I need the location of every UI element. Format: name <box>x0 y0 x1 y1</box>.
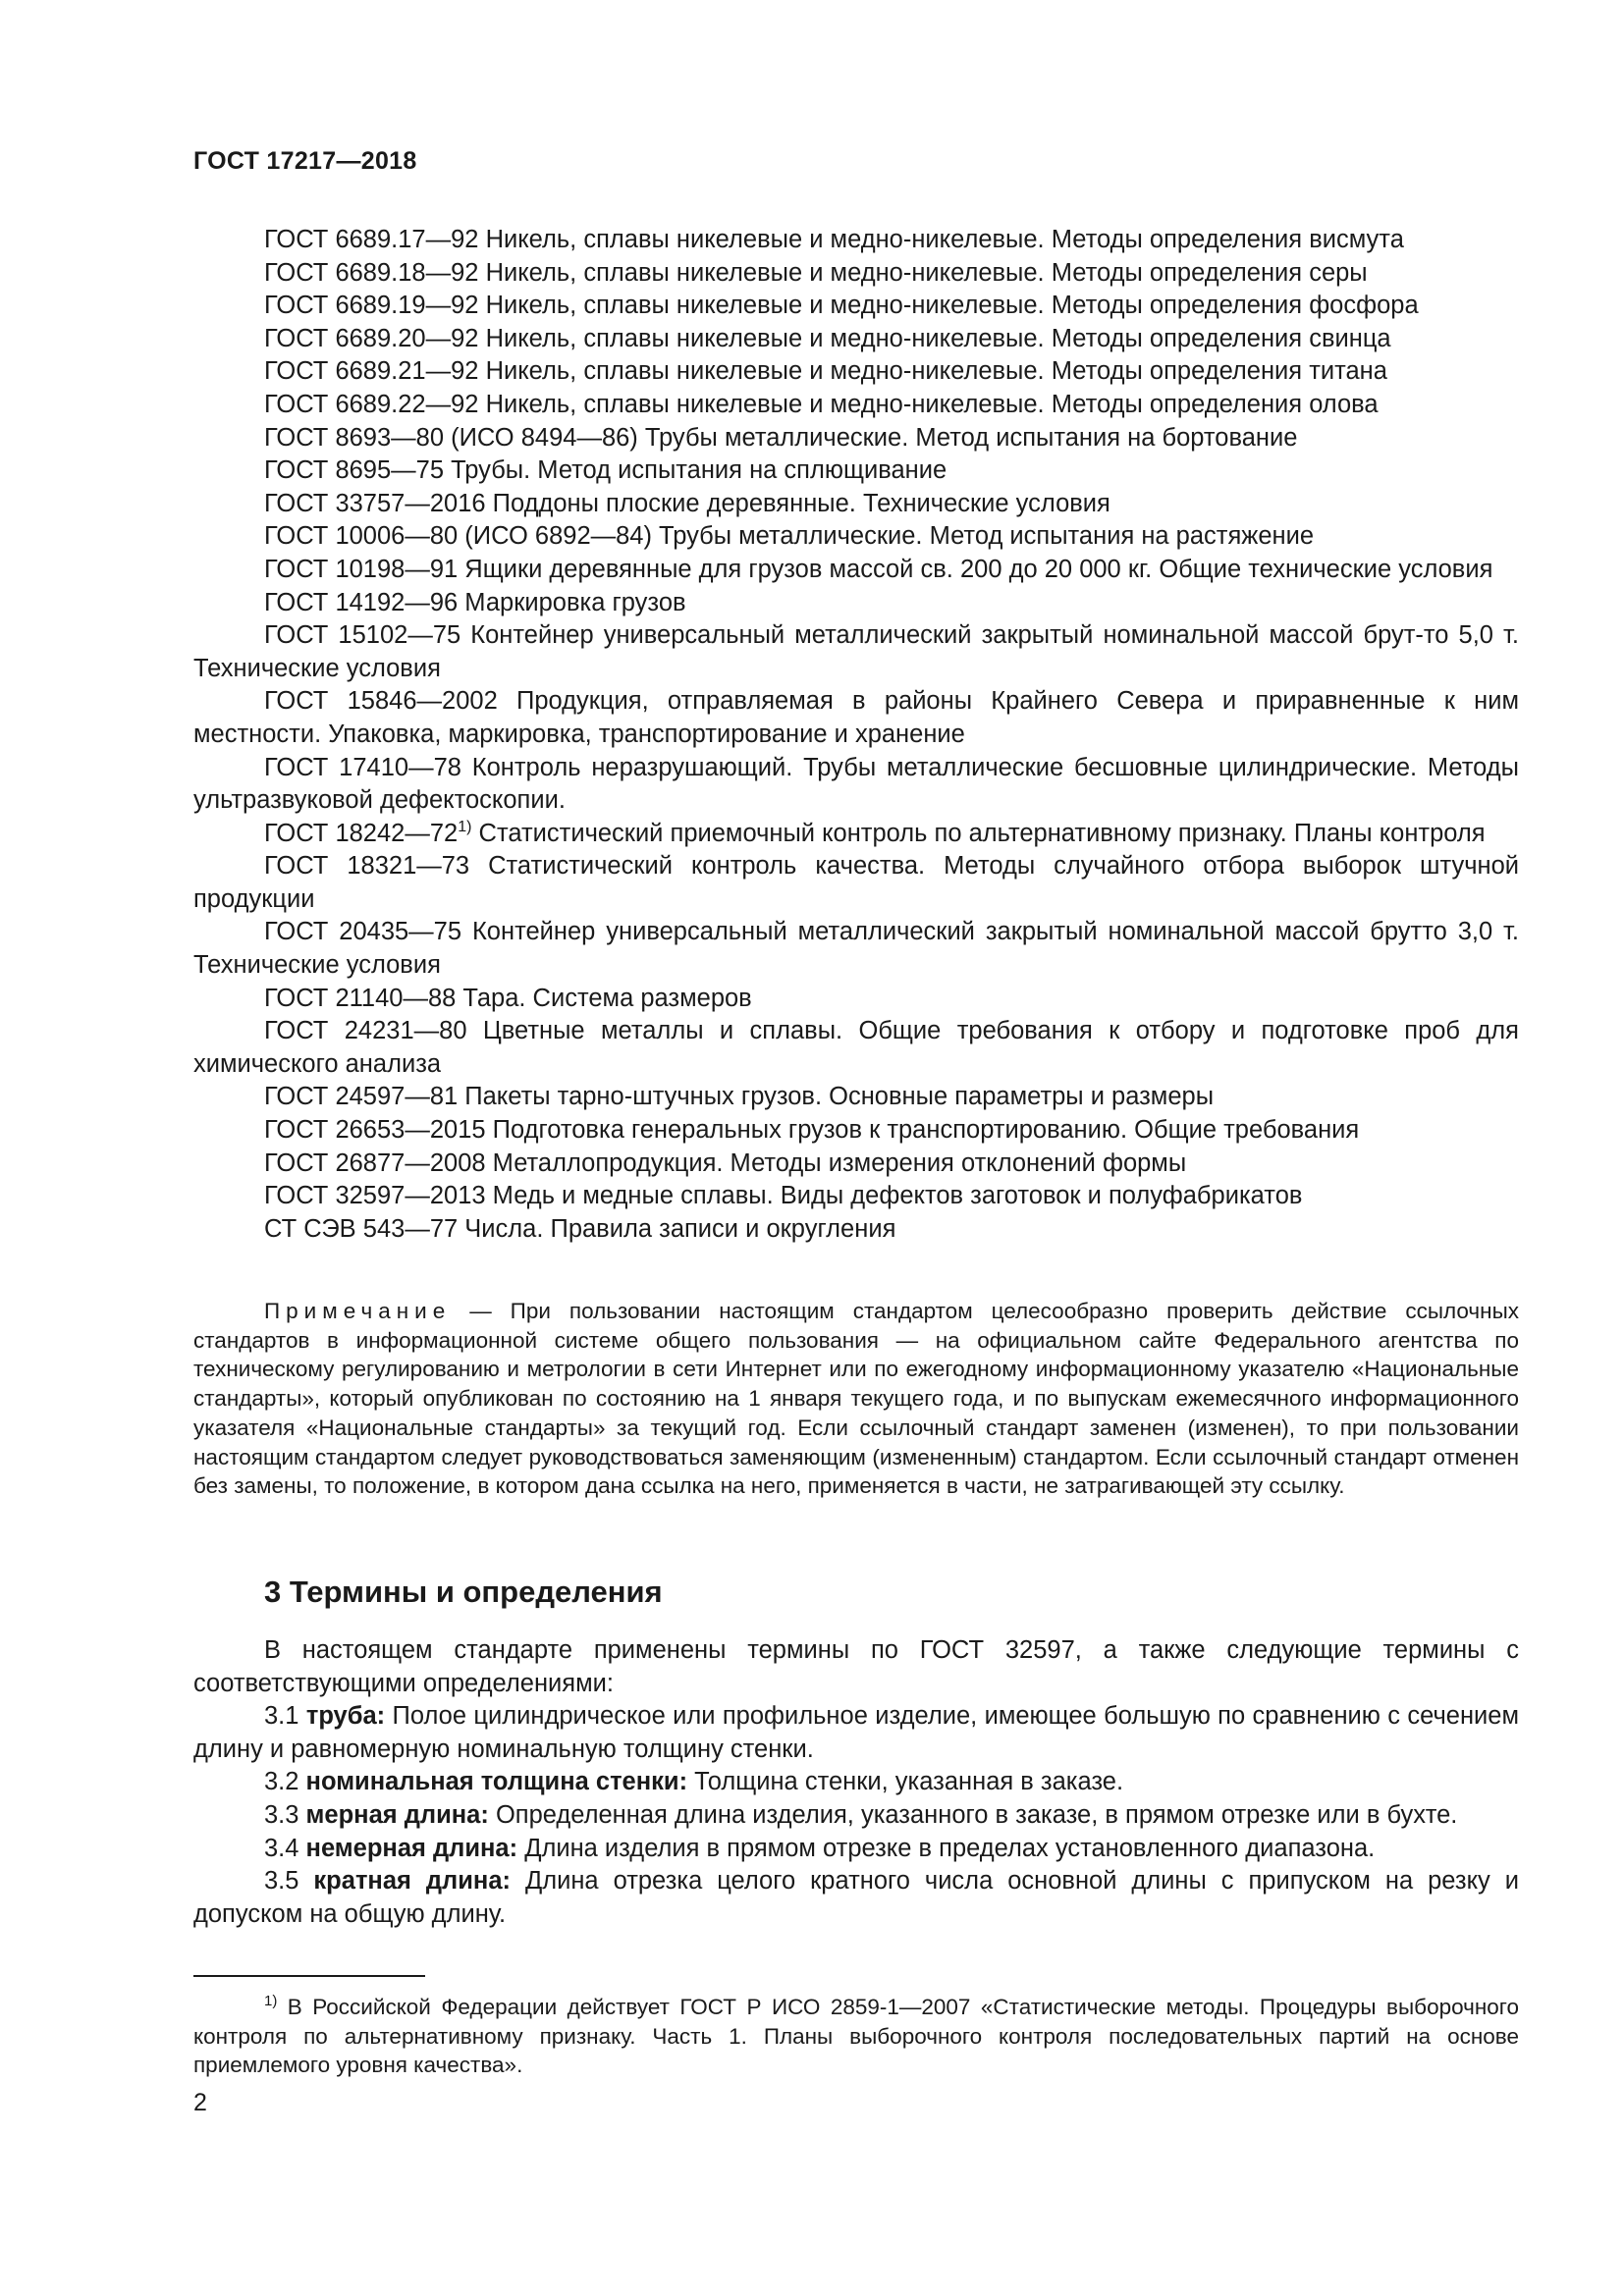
reference-item: ГОСТ 6689.22—92 Никель, сплавы никелевые и медно-никелевые. Методы определения олова <box>264 390 1379 418</box>
document-header: ГОСТ 17217—2018 <box>193 147 417 175</box>
reference-prefix: ГОСТ 18242—72 <box>264 819 459 847</box>
reference-item: ГОСТ 33757—2016 Поддоны плоские деревянные. Технические условия <box>264 489 1110 517</box>
note-paragraph <box>193 1297 1519 1501</box>
term-number: 3.1 <box>264 1702 306 1731</box>
reference-item: ГОСТ 10006—80 (ИСО 6892—84) Трубы металлические. Метод испытания на растяжение <box>264 522 1315 551</box>
reference-item: ГОСТ 21140—88 Тара. Система размеров <box>264 984 752 1012</box>
reference-item: ГОСТ 24597—81 Пакеты тарно-штучных грузов. Основные параметры и размеры <box>264 1083 1215 1111</box>
term-number: 3.4 <box>264 1834 306 1862</box>
reference-item: ГОСТ 18321—73 Статистический контроль качества. Методы случайного отбора выборок штучной продукции <box>193 852 1519 913</box>
reference-item: ГОСТ 14192—96 Маркировка грузов <box>264 588 686 616</box>
term-definition: Длина изделия в прямом отрезке в пределах установленного диапазона. <box>517 1834 1376 1862</box>
term-definition: Толщина стенки, указанная в заказе. <box>687 1768 1124 1796</box>
footnote-text: В Российской Федерации действует ГОСТ Р ИСО 2859-1—2007 «Статистические методы. Процедуры выборочного контроля по альтернативному признаку. Часть 1. Планы выборочного контроля последовательных партий на основе приемлемого уровня качества». <box>193 1995 1519 2078</box>
footnote-marker: 1) <box>458 818 472 835</box>
term-definition: Определенная длина изделия, указанного в заказе, в прямом отрезке или в бухте. <box>488 1800 1458 1829</box>
note-label: Примечание <box>264 1299 452 1323</box>
footnote <box>193 1993 1519 2080</box>
reference-item: ГОСТ 8693—80 (ИСО 8494—86) Трубы металлические. Метод испытания на бортование <box>264 423 1298 452</box>
term-number: 3.2 <box>264 1768 306 1796</box>
term-entry <box>193 1865 1519 1931</box>
page-number: 2 <box>193 2089 207 2116</box>
section-heading: 3 Термины и определения <box>264 1575 663 1609</box>
term-number: 3.3 <box>264 1800 306 1829</box>
reference-item: ГОСТ 10198—91 Ящики деревянные для грузов массой св. 200 до 20 000 кг. Общие технические условия <box>264 555 1493 583</box>
footnote-marker: 1) <box>264 1993 278 2009</box>
reference-item: ГОСТ 17410—78 Контроль неразрушающий. Трубы металлические бесшовные цилиндрические. Методы ультразвуковой дефектоскопии. <box>193 753 1519 815</box>
reference-item: ГОСТ 6689.18—92 Никель, сплавы никелевые и медно-никелевые. Методы определения серы <box>264 258 1368 287</box>
term-entry <box>193 1833 1519 1866</box>
term-definition: Длина отрезка целого кратного числа основной длины с припуском на резку и допуском на общую длину. <box>193 1867 1519 1928</box>
reference-item: ГОСТ 6689.21—92 Никель, сплавы никелевые и медно-никелевые. Методы определения титана <box>264 357 1387 386</box>
terms-section <box>193 1634 1519 1931</box>
reference-item: ГОСТ 32597—2013 Медь и медные сплавы. Виды дефектов заготовок и полуфабрикатов <box>264 1182 1303 1210</box>
normative-references-list <box>193 224 1519 1246</box>
term-name: мерная длина: <box>305 1800 489 1829</box>
reference-item: ГОСТ 8695—75 Трубы. Метод испытания на сплющивание <box>264 456 947 485</box>
term-name: номинальная толщина стенки: <box>305 1768 688 1796</box>
term-entry <box>193 1766 1519 1799</box>
term-entry <box>193 1799 1519 1833</box>
term-name: немерная длина: <box>305 1834 518 1862</box>
reference-text: Статистический приемочный контроль по альтернативному признаку. Планы контроля <box>471 819 1486 847</box>
reference-item: ГОСТ 6689.17—92 Никель, сплавы никелевые и медно-никелевые. Методы определения висмута <box>264 226 1404 253</box>
term-entry <box>193 1700 1519 1766</box>
note-text: — При пользовании настоящим стандартом целесообразно проверить действие ссылочных стандартов в информационной системе общего пользования — на официальном сайте Федерального агентства по техническому регулированию и метрологии в сети Интернет или по ежегодному информационному указателю «Национальные стандарты», который опубликован по состоянию на 1 января текущего года, и по выпускам ежемесячного информационного указателя «Национальные стандарты» за текущий год. Если ссылочный стандарт заменен (изменен), то при пользовании настоящим стандартом следует руководствоваться заменяющим (измененным) стандартом. Если ссылочный стандарт отменен без замены, то положение, в котором дана ссылка на него, применяется в части, не затрагивающей эту ссылку. <box>193 1299 1519 1499</box>
reference-item-with-footnote <box>193 818 1519 851</box>
reference-item: ГОСТ 26877—2008 Металлопродукция. Методы измерения отклонений формы <box>264 1148 1187 1177</box>
term-definition: Полое цилиндрическое или профильное изделие, имеющее большую по сравнению с сечением длину и равномерную номинальную толщину стенки. <box>193 1702 1519 1763</box>
footnote-separator <box>193 1975 425 1977</box>
terms-intro: В настоящем стандарте применены термины по ГОСТ 32597, а также следующие термины с соответствующими определениями: <box>193 1636 1519 1697</box>
reference-item: ГОСТ 15846—2002 Продукция, отправляемая в районы Крайнего Севера и приравненные к ним местности. Упаковка, маркировка, транспортирование и хранение <box>193 687 1519 748</box>
reference-item: ГОСТ 6689.20—92 Никель, сплавы никелевые и медно-никелевые. Методы определения свинца <box>264 324 1391 352</box>
reference-item: ГОСТ 6689.19—92 Никель, сплавы никелевые и медно-никелевые. Методы определения фосфора <box>264 292 1419 320</box>
reference-item: ГОСТ 26653—2015 Подготовка генеральных грузов к транспортированию. Общие требования <box>264 1116 1360 1145</box>
term-name: труба: <box>305 1702 386 1731</box>
reference-item: СТ СЭВ 543—77 Числа. Правила записи и округления <box>264 1214 896 1243</box>
term-number: 3.5 <box>264 1867 314 1896</box>
term-name: кратная длина: <box>313 1867 511 1896</box>
reference-item: ГОСТ 20435—75 Контейнер универсальный металлический закрытый номинальной массой брутто 3,0 т. Технические условия <box>193 918 1519 980</box>
reference-item: ГОСТ 24231—80 Цветные металлы и сплавы. Общие требования к отбору и подготовке проб для химического анализа <box>193 1017 1519 1078</box>
reference-item: ГОСТ 15102—75 Контейнер универсальный металлический закрытый номинальной массой брут-то 5,0 т. Технические условия <box>193 621 1519 682</box>
